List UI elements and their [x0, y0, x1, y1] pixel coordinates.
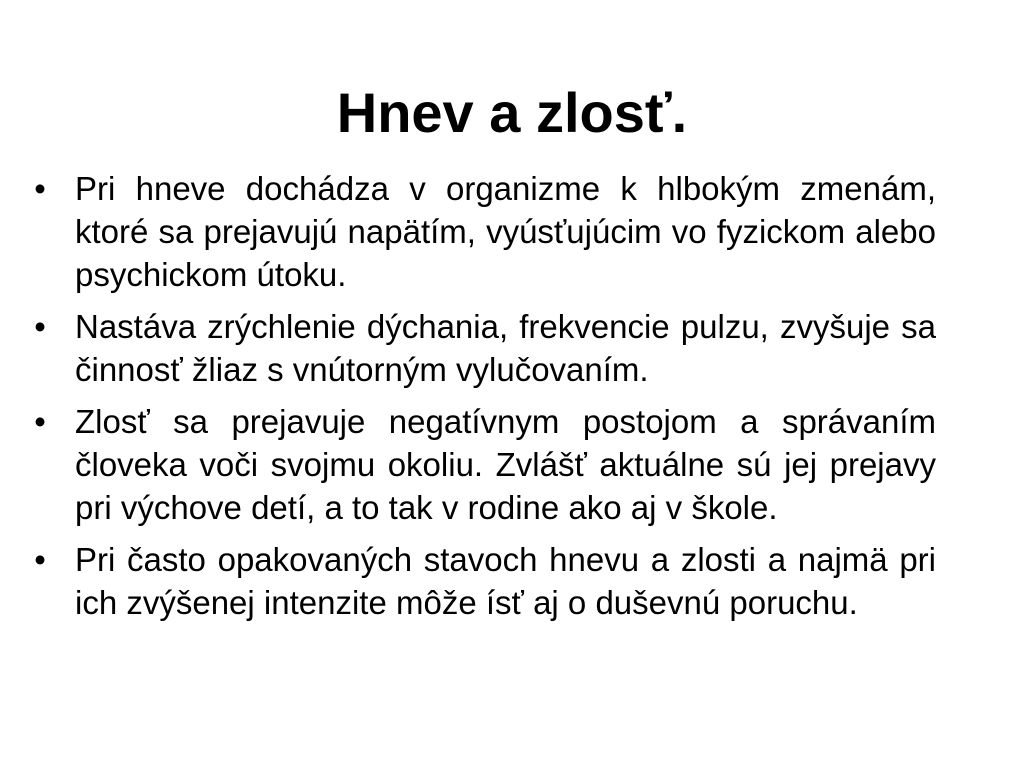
list-item	[30, 538, 936, 624]
bullet-icon: •	[34, 170, 46, 207]
bullet-icon: •	[34, 403, 46, 440]
bullet-icon: •	[34, 541, 46, 578]
bullet-text: Nastáva zrýchlenie dýchania, frekvencie pulzu, zvyšuje sa činnosť žliaz s vnútorným vylučovaním.	[75, 308, 936, 388]
bullet-text: Zlosť sa prejavuje negatívnym postojom a správaním človeka voči svojmu okoliu. Zvlášť aktuálne sú jej prejavy pri výchove detí, a to tak v rodine ako aj v škole.	[75, 403, 936, 526]
bullet-list	[30, 167, 936, 633]
list-item	[30, 400, 936, 529]
list-item	[30, 167, 936, 296]
bullet-icon: •	[34, 308, 46, 345]
bullet-text: Pri hneve dochádza v organizme k hlbokým zmenám, ktoré sa prejavujú napätím, vyúsťujúcim vo fyzickom alebo psychickom útoku.	[75, 170, 936, 293]
list-item	[30, 305, 936, 391]
bullet-text: Pri často opakovaných stavoch hnevu a zlosti a najmä pri ich zvýšenej intenzite môže ísť aj o duševnú poruchu.	[75, 541, 936, 621]
slide-title: Hnev a zlosť.	[336, 81, 688, 144]
